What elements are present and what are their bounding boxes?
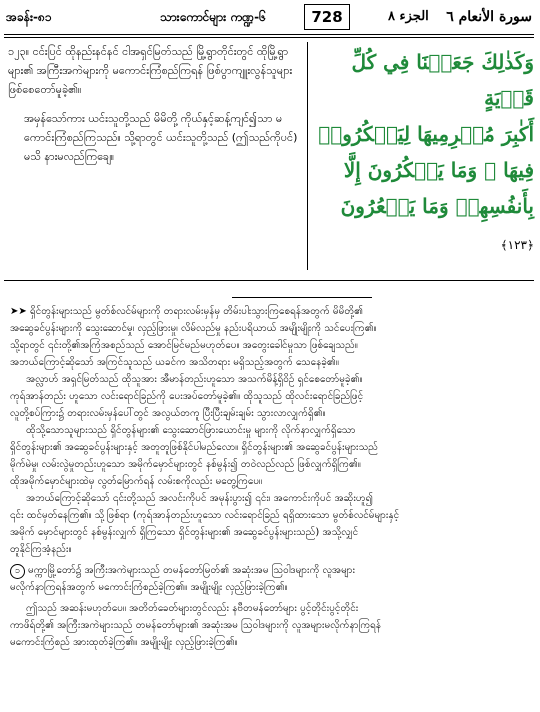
chapter-label: အခန်း-၈၁ bbox=[6, 10, 52, 24]
arabic-line-4: بِأَنفُسِهِمۡ وَمَا يَشۡعُرُونَ bbox=[340, 194, 534, 218]
footnote-line: အဘယ်ကြောင့်ဆိုသော် ၎င်းတို့သည် အလင်းကိုပင် အမုန်းပွား၍ ၎င်း၊ အကောင်းကိုပင် အဆိုးဟူ၍ bbox=[26, 493, 374, 504]
translation-column bbox=[8, 42, 300, 176]
footnote-separator bbox=[232, 297, 372, 298]
arabic-line-4-wrap bbox=[314, 188, 534, 263]
arabic-line-1: وَكَذٰلِكَ جَعَلۡنَا فِي كُلِّ قَرۡيَةٍ bbox=[351, 50, 534, 110]
footnote-line: အမိုက် မှောင်များတွင် နစ်မွန်းလျှက် ရှိကြသော ရှိင်တွန်းများ၏ အဆွေခင်ပွန်းများသည်) အသို့လျှင် bbox=[10, 527, 359, 538]
footnote-line: မိုက်မဲမှု၊ လမ်းလွဲမှုတည်းဟူသော အမိုက်မှောင်များတွင် နစ်မွန်း၍ တဝဲလည်လည် ဖြစ်လျှက်ရှိကြ၏။ bbox=[10, 459, 361, 470]
column-divider bbox=[307, 42, 308, 270]
header-rule-double bbox=[4, 37, 534, 38]
footnote-line: ၁ မက္ကာမြို့တော်၌ အကြီးအကဲများသည် တမန်တော်မြတ်၏ အဆုံးအမ သြဝါဒများကို လူအများ bbox=[10, 562, 534, 579]
juz-label: الجزء ٨ bbox=[388, 9, 429, 24]
translation-paragraph-2: အမှန်သော်ကား ယင်းသူတို့သည် မိမိတို့ ကိုယ်နှင့်ဆန့်ကျင်၍သာ မကောင်းကြံစည်ကြသည်။ သို့ရာတွင် ယင်းသူတို့သည် (ဤသည်ကိုပင်) မသိ နားမလည်ကြချေ။ bbox=[24, 112, 298, 163]
footnote-line: ထိုအမိုက်မှောင်များထဲမှ လွတ်မြောက်ရန် လမ်းစကိုလည်း မတွေ့ကြပေ။ bbox=[10, 476, 263, 487]
footnote-line: မလိုက်နာကြရန်အတွက် မကောင်းကြံစည်ခဲ့ကြ၏။ အမျိုးမျိုး လှည့်ဖြားခဲ့ကြ၏။ bbox=[10, 582, 288, 593]
translation-paragraph-1: ၁၂၃။ ငင်းပြင် ထိုနည်းနင်နင် ငါအရှင်မြတ်သည် မြို့ရွာတိုင်းတွင် ထိုမြို့ရွာများ၏ အကြီးအကဲများကို မကောင်းကြံစည်ကြရန် ဖြစ်ပွာကျူးလွန်သူများ ဖြစ်စေတော်မူခဲ့၏။ bbox=[8, 45, 293, 96]
footnote-line: မကောင်းကြံစည် အားထုတ်ခဲ့ကြ၏။ အမျိုးမျိုး လှည့်ဖြားခဲ့ကြ၏။ bbox=[10, 637, 238, 648]
footnote-line: လူတို့စပ်ကြား၌ တရားလမ်းမှန်ပေါ်တွင် အလွယ်တကူ ပြီးပြီးချမ်းချမ်း သွားလာလျှက်ရှိ၏။ bbox=[10, 408, 326, 419]
footnote-arrow-icon: ➤➤ bbox=[10, 306, 27, 317]
footnote-number-badge: ၁ bbox=[10, 564, 25, 579]
footnote-line: ဤသည် အဆန်းမဟုတ်ပေ။ အတိတ်ခေတ်များတွင်လည်း နဗီတမန်တော်များ ပွင့်တိုင်းပွင့်တိုင်း bbox=[26, 603, 359, 614]
content-bottom-rule bbox=[4, 280, 534, 281]
section-title: သားကောင်များ ကဏ္ဍ-၆ bbox=[160, 10, 266, 24]
page-header bbox=[0, 0, 540, 36]
footnote-line: ➤➤ ရှိင်တွန်းများသည် မွတ်စ်လင်မ်များကို တရားလမ်းမှန်မှ တိမ်းပါးသွားကြစေရန်အတွက် မိမိတို့၏ bbox=[10, 306, 363, 317]
footnote-line: သို့ရာတွင် ၎င်းတို့၏အကြံအစည်သည် အောင်မြင်မည်မဟုတ်ပေ။ အတွေးခေါင်မှုသာ ဖြစ်ချေသည်။ bbox=[10, 340, 358, 351]
arabic-line-3: فِيهَا ۖ وَمَا يَمۡكُرُونَ إِلَّا bbox=[343, 158, 534, 182]
verse-number-marker: ﴿١٢٣﴾ bbox=[500, 238, 534, 252]
footnotes bbox=[10, 303, 534, 651]
footnote-line: ထိုသို့သောသူများသည် ရှိင်တွန်များ၏ သွေးဆောင်ဖြားယောင်းမှု များကို လိုက်နာလျှက်ရှိသော bbox=[26, 425, 356, 436]
header-rule bbox=[4, 34, 534, 35]
footnote-line: အဘယ်ကြောင့်ဆိုသော် အကြင်သူသည် ယခင်က အသိတရား မရှိသည့်အတွက် သေနေခဲ့၏။ bbox=[10, 357, 339, 368]
footnote-line: အလ္လာဟ် အရှင်မြတ်သည် ထိုသူအား အီမာန်တည်းဟူသော အသက်မိန့်ရှိဝိဉ် ရှင်စေတော်မူခဲ့၏။ bbox=[26, 374, 363, 385]
footnote-line: ၎င်း ထင်မှတ်နေကြ၏။ သို့ဖြစ်ရာ (ကုရ်အာန်တည်းဟူသော လင်းရောင်ခြည် ရရှိထားသော မွတ်စ်လင်မ်များနှင့် bbox=[10, 510, 400, 521]
verse-number: ١٢٣ bbox=[507, 238, 527, 252]
arabic-verse bbox=[314, 44, 534, 263]
surah-label: سورة الأنعام ٦ bbox=[446, 9, 532, 25]
footnote-line: တူနိုင်ကြအံ့နည်း။ bbox=[10, 544, 72, 555]
footnote-line: ကုရ်အာန်တည်း ဟူသော လင်းရောင်ခြည်ကို ပေးအပ်တော်မူခဲ့၏။ ထိုသူသည် ထိုလင်းရောင်ခြည်ဖြင့် bbox=[10, 391, 364, 402]
footnote-line: အဆွေခင်ပွန်းများကို သွေးဆောင်မှု၊ လှည့်ဖြားမှု၊ လိမ်လည်မှု နည်းပရိယာယ် အမျိုးမျိုးကို သင်ပေးကြ၏။ bbox=[10, 323, 377, 334]
arabic-line-2: أَكٰبِرَ مُجۡرِمِيهَا لِيَمۡكُرُوا۟ bbox=[318, 122, 534, 146]
footnote-line: ရှိင်တွန်းများ၏ အဆွေခင်ပွန်းများနှင့် အတူတူဖြစ်နိုင်ပါမည်လော။ ရှိင်တွန်းများ၏ အဆွေခင်ပွန်းများသည် bbox=[10, 442, 378, 453]
page-number: 728 bbox=[304, 4, 350, 30]
footnote-line: ကာဖိရ်တို့၏ အကြီးအကဲများသည် တမန်တော်များ၏ အဆုံးအမ သြဝါဒများကို လူအများမလိုက်နာကြရန် bbox=[10, 620, 382, 631]
